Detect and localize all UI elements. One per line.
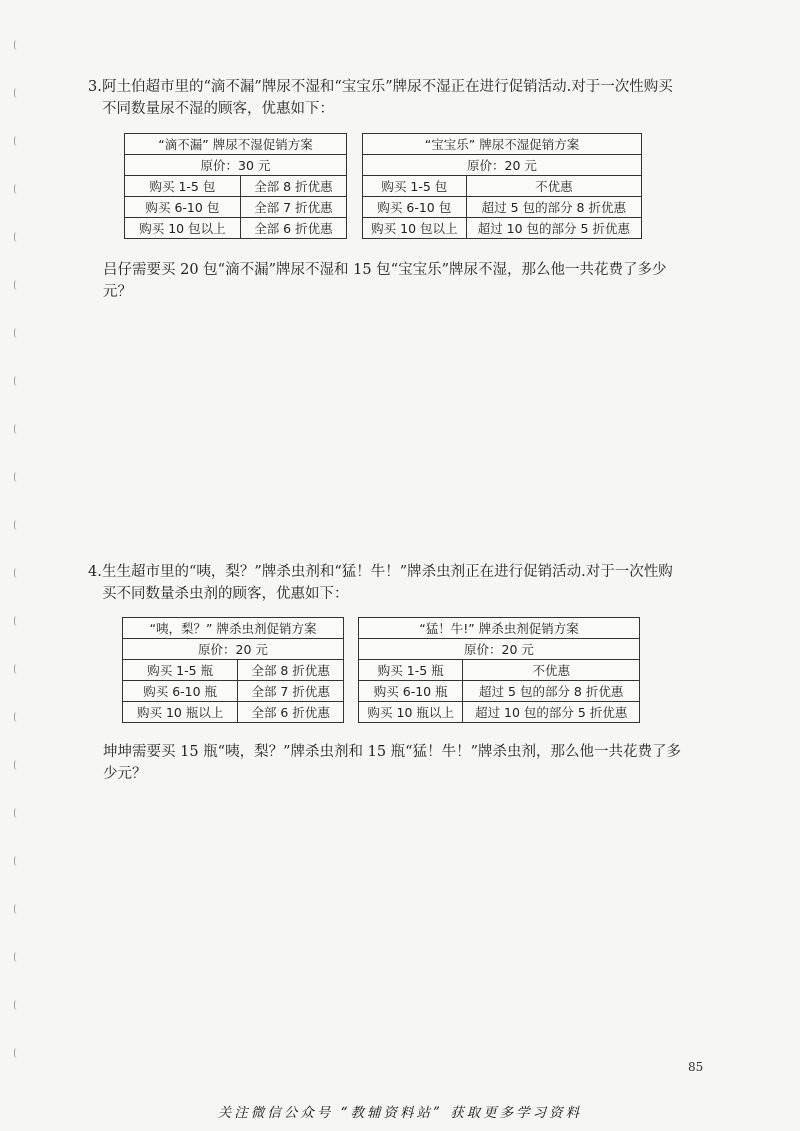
table-row (125, 176, 347, 197)
qty-cell: 购买 6-10 包 (363, 197, 467, 218)
offer-cell: 全部 8 折优惠 (238, 660, 344, 681)
problem-3-question-line-1: 吕仔需要买 20 包“滴不漏”牌尿不湿和 15 包“宝宝乐”牌尿不湿，那么他一共花费了多少 (103, 262, 667, 278)
offer-cell: 不优惠 (466, 176, 641, 197)
qty-cell: 购买 1-5 瓶 (359, 660, 463, 681)
problem-3-question-line-2: 元？ (103, 284, 132, 300)
problem-4-line-2: 买不同数量杀虫剂的顾客，优惠如下： (102, 586, 349, 602)
promo-table-baobaole (362, 133, 642, 239)
problem-3-statement (88, 76, 708, 120)
qty-cell: 购买 6-10 瓶 (123, 681, 238, 702)
table-row (359, 660, 640, 681)
binding-holes (14, 0, 22, 1131)
qty-cell: 购买 10 瓶以上 (359, 702, 463, 723)
problem-3-question (103, 259, 713, 303)
promo-table-mengniu (358, 617, 640, 723)
table-price: 原价：20 元 (363, 155, 642, 176)
table-row (363, 176, 642, 197)
offer-cell: 超过 10 包的部分 5 折优惠 (466, 218, 641, 239)
offer-cell: 全部 7 折优惠 (240, 197, 346, 218)
promo-table-diburou (124, 133, 347, 239)
problem-3-number: 3. (88, 79, 102, 95)
offer-cell: 超过 5 包的部分 8 折优惠 (466, 197, 641, 218)
problem-3-line-1: 阿土伯超市里的“滴不漏”牌尿不湿和“宝宝乐”牌尿不湿正在进行促销活动.对于一次性购买 (102, 79, 673, 95)
qty-cell: 购买 6-10 包 (125, 197, 241, 218)
qty-cell: 购买 10 包以上 (125, 218, 241, 239)
offer-cell: 全部 6 折优惠 (240, 218, 346, 239)
table-title: “咦，梨？” 牌杀虫剂促销方案 (123, 618, 344, 639)
table-row (123, 702, 344, 723)
qty-cell: 购买 1-5 包 (363, 176, 467, 197)
table-price: 原价：20 元 (123, 639, 344, 660)
promo-table-yili (122, 617, 344, 723)
table-row (363, 197, 642, 218)
table-row (359, 681, 640, 702)
problem-4-question (103, 741, 713, 785)
table-row (123, 681, 344, 702)
offer-cell: 超过 5 包的部分 8 折优惠 (463, 681, 640, 702)
problem-3-line-2: 不同数量尿不湿的顾客，优惠如下： (102, 101, 334, 117)
table-row (125, 197, 347, 218)
page-number: 85 (688, 1060, 704, 1074)
table-title: “宝宝乐” 牌尿不湿促销方案 (363, 134, 642, 155)
table-row (363, 218, 642, 239)
table-row (123, 660, 344, 681)
qty-cell: 购买 1-5 瓶 (123, 660, 238, 681)
table-row (125, 218, 347, 239)
qty-cell: 购买 1-5 包 (125, 176, 241, 197)
table-price: 原价：20 元 (359, 639, 640, 660)
problem-4-statement (88, 561, 708, 605)
problem-4-question-line-2: 少元？ (103, 766, 147, 782)
problem-4-question-line-1: 坤坤需要买 15 瓶“咦，梨？”牌杀虫剂和 15 瓶“猛！牛！”牌杀虫剂，那么他一共花费了多 (103, 744, 681, 760)
qty-cell: 购买 10 包以上 (363, 218, 467, 239)
qty-cell: 购买 6-10 瓶 (359, 681, 463, 702)
table-title: “滴不漏” 牌尿不湿促销方案 (125, 134, 347, 155)
table-row (359, 702, 640, 723)
offer-cell: 超过 10 包的部分 5 折优惠 (463, 702, 640, 723)
table-title: “猛！牛!” 牌杀虫剂促销方案 (359, 618, 640, 639)
problem-4-line-1: 生生超市里的“咦，梨？”牌杀虫剂和“猛！牛！”牌杀虫剂正在进行促销活动.对于一次性购 (102, 564, 673, 580)
qty-cell: 购买 10 瓶以上 (123, 702, 238, 723)
offer-cell: 全部 7 折优惠 (238, 681, 344, 702)
problem-4-number: 4. (88, 564, 102, 580)
table-price: 原价：30 元 (125, 155, 347, 176)
offer-cell: 不优惠 (463, 660, 640, 681)
offer-cell: 全部 6 折优惠 (238, 702, 344, 723)
offer-cell: 全部 8 折优惠 (240, 176, 346, 197)
footer-note: 关注微信公众号 “教辅资料站” 获取更多学习资料 (217, 1105, 583, 1121)
